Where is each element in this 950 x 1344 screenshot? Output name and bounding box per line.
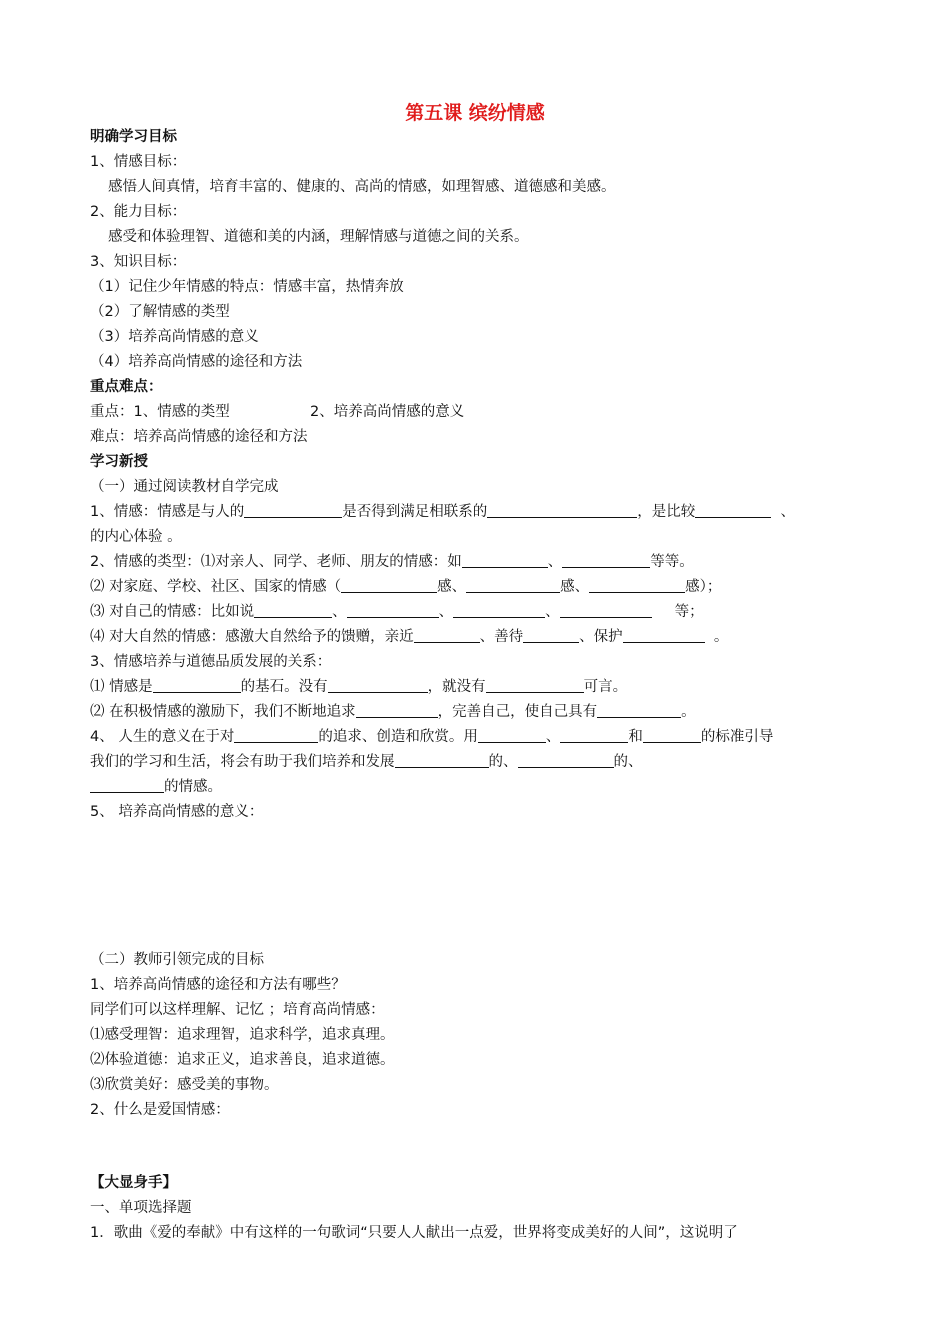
teacher-answer-intro: 同学们可以这样理解、记忆 ；培育高尚情感： [90,1002,385,1018]
blank[interactable] [523,628,579,643]
blank[interactable] [589,578,685,593]
blank[interactable] [486,678,584,693]
question-2-family-line: ⑵ 对家庭、学校、社区、国家的情感（ 感、 感、 感）； [90,579,722,595]
question-4-line-2: 我们的学习和生活，将会有助于我们培养和发展 的、 的、 [90,754,643,770]
blank[interactable] [560,603,652,618]
page-title: 第五课 缤纷情感 [405,102,545,124]
blank[interactable] [414,628,480,643]
goal-1-text: 感悟人间真情，培育丰富的、健康的、高尚的情感，如理智感、道德感和美感。 [108,179,616,195]
part-1-heading: （一）通过阅读教材自学完成 [90,479,279,495]
blank[interactable] [487,503,637,518]
blank[interactable] [478,728,546,743]
knowledge-item-4: （4）培养高尚情感的途径和方法 [90,354,303,370]
blank[interactable] [90,778,164,793]
blank[interactable] [695,503,771,518]
key-point-2: 2、培养高尚情感的意义 [310,404,465,420]
question-3-heading: 3、情感培养与道德品质发展的关系： [90,654,332,670]
goal-2-text: 感受和体验理智、道德和美的内涵，理解情感与道德之间的关系。 [108,229,529,245]
question-3-line-1: ⑴ 情感是 的基石。没有 ，就没有 可言。 [90,679,628,695]
knowledge-item-2: （2）了解情感的类型 [90,304,230,320]
section-heading-key-points: 重点难点： [90,379,163,395]
section-heading-goals: 明确学习目标 [90,129,177,145]
question-1-line-2: 的内心体验 。 [90,529,182,545]
key-point-1: 重点：1、情感的类型 [90,404,230,420]
blank[interactable] [518,753,614,768]
teacher-question-1: 1、培养高尚情感的途径和方法有哪些？ [90,977,346,993]
blank[interactable] [623,628,705,643]
blank[interactable] [466,578,560,593]
goal-3-label: 3、知识目标： [90,254,187,270]
blank[interactable] [341,578,437,593]
blank[interactable] [395,753,489,768]
goal-2-label: 2、能力目标： [90,204,187,220]
part-2-heading: （二）教师引领完成的目标 [90,952,264,968]
question-2-nature-line: ⑷ 对大自然的情感：感激大自然给予的馈赠，亲近 、善待 、保护 。 [90,629,729,645]
blank[interactable] [643,728,701,743]
question-4-line-1: 4、 人生的意义在于对 的追求、创造和欣赏。用 、 和 的标准引导 [90,729,774,745]
blank[interactable] [328,678,428,693]
teacher-question-2: 2、什么是爱国情感： [90,1102,230,1118]
blank[interactable] [453,603,545,618]
multiple-choice-question-1: 1．歌曲《爱的奉献》中有这样的一句歌词“只要人人献出一点爱，世界将变成美好的人间”，这说明了 [90,1225,738,1241]
difficulty: 难点：培养高尚情感的途径和方法 [90,429,308,445]
section-heading-new-lesson: 学习新授 [90,454,148,470]
section-heading-practice: 【大显身手】 [90,1175,177,1191]
question-1-line: 1、情感：情感是与人的 是否得到满足相联系的 ，是比较 、 [90,504,795,520]
knowledge-item-3: （3）培养高尚情感的意义 [90,329,259,345]
blank[interactable] [244,503,342,518]
goal-1-label: 1、情感目标： [90,154,187,170]
teacher-answer-1: ⑴感受理智：追求理智，追求科学，追求真理。 [90,1027,395,1043]
blank[interactable] [560,728,628,743]
blank[interactable] [153,678,241,693]
teacher-answer-3: ⑶欣赏美好：感受美的事物。 [90,1077,279,1093]
question-2-self-line: ⑶ 对自己的情感：比如说 、 、 、 等； [90,604,704,620]
question-2-line: 2、情感的类型：⑴对亲人、同学、老师、朋友的情感：如 、 等等。 [90,554,694,570]
blank[interactable] [234,728,318,743]
blank[interactable] [562,553,650,568]
question-3-line-2: ⑵ 在积极情感的激励下，我们不断地追求 ，完善自己，使自己具有 。 [90,704,696,720]
teacher-answer-2: ⑵体验道德：追求正义，追求善良，追求道德。 [90,1052,395,1068]
question-5: 5、 培养高尚情感的意义： [90,804,264,820]
knowledge-item-1: （1）记住少年情感的特点：情感丰富，热情奔放 [90,279,404,295]
blank[interactable] [356,703,438,718]
blank[interactable] [347,603,439,618]
multiple-choice-heading: 一、单项选择题 [90,1200,192,1216]
blank[interactable] [597,703,681,718]
blank[interactable] [254,603,332,618]
question-4-line-3: 的情感。 [90,777,222,797]
blank[interactable] [462,553,548,568]
